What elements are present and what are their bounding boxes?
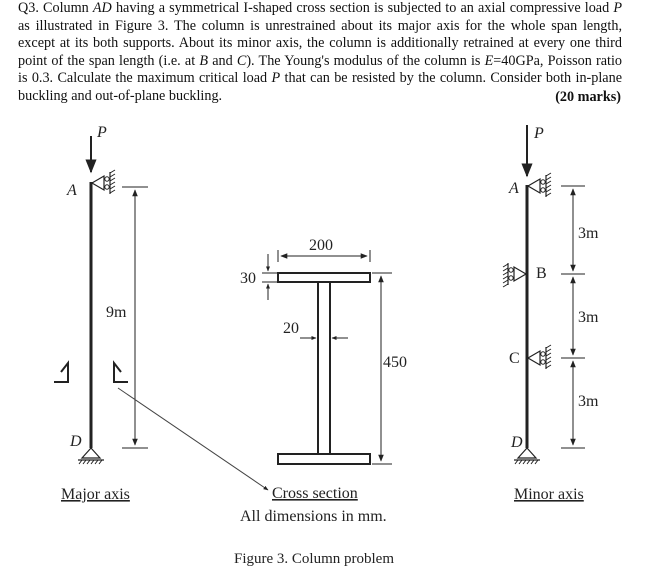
section-leader-line — [118, 388, 268, 490]
question-text: Q3. Column AD having a symmetrical I-shaped cross section is subjected to an axial compressive load P as illustrated in Figure 3. The column is unrestrained about its major axis for the whole span length, except at its both supports. About its minor axis, the column is additionally retrained at every one third point of the span length (i.e. at B and C). The Young's modulus of the column is E=40GPa, Poisson ratio is 0.3. Calculate the maximum critical load P that can be resisted by the column. Consider both in-plane buckling and out-of-plane buckling. — [18, 0, 622, 104]
marks-label: (20 marks) — [555, 89, 621, 105]
section-cut-right — [114, 363, 128, 382]
major-axis-diagram — [54, 124, 268, 503]
depth-label: 450 — [383, 354, 407, 371]
major-length-label: 9m — [106, 304, 127, 321]
load-symbol: P — [613, 0, 622, 16]
major-top-label: A — [67, 182, 77, 199]
minor-bottom-label: D — [511, 434, 523, 451]
minor-axis-label: Minor axis — [514, 486, 584, 503]
minor-seg3-label: 3m — [578, 393, 599, 410]
flange-label: 30 — [240, 270, 256, 287]
major-load-label: P — [97, 124, 107, 141]
major-top-support — [92, 170, 115, 194]
minor-c-support — [528, 345, 551, 369]
cross-section-diagram — [240, 237, 407, 525]
minor-top-support — [528, 173, 551, 197]
dimensions-note: All dimensions in mm. — [240, 508, 387, 525]
major-bottom-label: D — [70, 433, 82, 450]
modulus-symbol: E — [484, 52, 494, 69]
minor-seg2-label: 3m — [578, 309, 599, 326]
minor-seg1-label: 3m — [578, 225, 599, 242]
question-number: Q3. — [18, 0, 39, 16]
minor-axis-diagram — [503, 125, 599, 503]
web-label: 20 — [283, 320, 299, 337]
section-cut-left — [54, 363, 68, 382]
minor-b-label: B — [536, 265, 547, 282]
minor-top-label: A — [509, 180, 519, 197]
column-name: AD — [92, 0, 112, 16]
major-axis-label: Major axis — [61, 486, 130, 503]
bottom-flange — [278, 454, 370, 464]
minor-load-label: P — [534, 125, 544, 142]
width-label: 200 — [309, 237, 333, 254]
top-flange — [278, 273, 370, 282]
minor-c-label: C — [509, 350, 520, 367]
cross-section-title: Cross section — [272, 485, 358, 502]
major-bottom-support — [78, 448, 104, 464]
figure-caption: Figure 3. Column problem — [234, 551, 394, 567]
minor-b-support — [503, 263, 526, 287]
web — [318, 282, 330, 454]
